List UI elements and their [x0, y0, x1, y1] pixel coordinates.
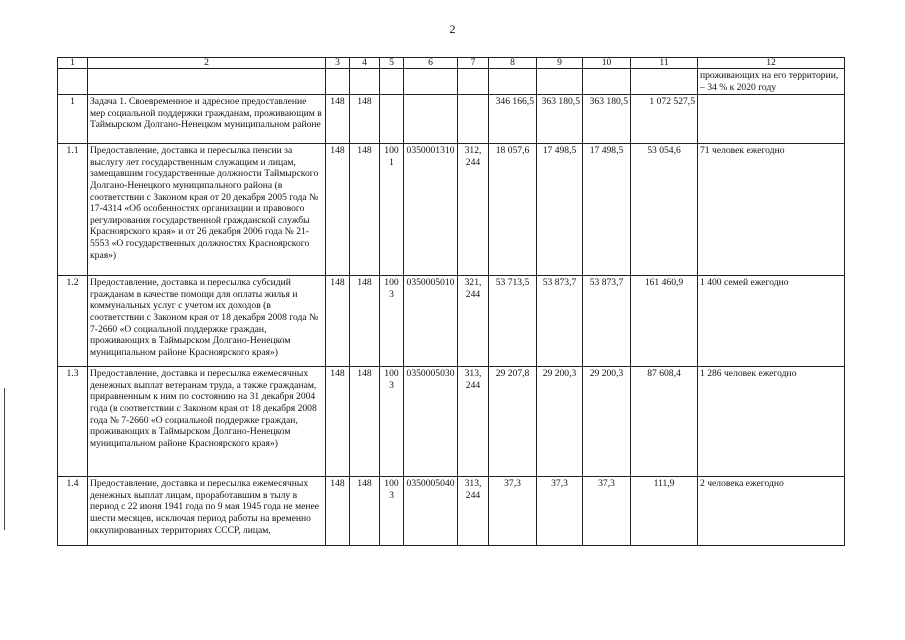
- cell-c12: [698, 95, 845, 144]
- cell-c9: 53 873,7: [537, 276, 583, 367]
- cell-c11: 87 608,4: [631, 367, 698, 477]
- cell-c4: 148: [350, 367, 380, 477]
- cell-c7: 313, 244: [458, 367, 489, 477]
- row-number: 1: [58, 95, 88, 144]
- column-number-row: [58, 58, 845, 69]
- table-row: [58, 144, 845, 276]
- cell-c6: 0350005030: [404, 367, 458, 477]
- cell-c5: [380, 95, 404, 144]
- col-header-2: 2: [88, 58, 326, 69]
- cell-c8: 346 166,5: [489, 95, 537, 144]
- cell-c8: 53 713,5: [489, 276, 537, 367]
- cell-c9: 363 180,5: [537, 95, 583, 144]
- col-header-12: 12: [698, 58, 845, 69]
- cell-c8: 29 207,8: [489, 367, 537, 477]
- cell-c4: 148: [350, 276, 380, 367]
- table-row: [58, 276, 845, 367]
- cell-c11: 111,9: [631, 477, 698, 546]
- cell-c4: 148: [350, 144, 380, 276]
- cell-c3: 148: [326, 144, 350, 276]
- cell-c8: 37,3: [489, 477, 537, 546]
- cell-c7: 312, 244: [458, 144, 489, 276]
- cell-c6: 0350005010: [404, 276, 458, 367]
- cell-c3: 148: [326, 276, 350, 367]
- col-header-6: 6: [404, 58, 458, 69]
- cell-c3: 148: [326, 477, 350, 546]
- cell-c10: 17 498,5: [583, 144, 631, 276]
- col-header-1: 1: [58, 58, 88, 69]
- col-header-10: 10: [583, 58, 631, 69]
- row-number: 1.3: [58, 367, 88, 477]
- cell-c7: 313, 244: [458, 477, 489, 546]
- cell-c12: 2 человека ежегодно: [698, 477, 845, 546]
- cell-c10: 37,3: [583, 477, 631, 546]
- cell-c11: 1 072 527,5: [631, 95, 698, 144]
- row-number: 1.2: [58, 276, 88, 367]
- cell-c9: 17 498,5: [537, 144, 583, 276]
- cell-c5: 1003: [380, 276, 404, 367]
- cell-c5: 1003: [380, 477, 404, 546]
- col-header-11: 11: [631, 58, 698, 69]
- row-description: Предоставление, доставка и пересылка ежемесячных денежных выплат лицам, проработавшим в тылу в период с 22 июня 1941 года по 9 мая 1945 года не менее шести месяцев, исключая период работы на временно оккупированных территориях СССР, лицам,: [88, 477, 326, 546]
- row-description: Задача 1. Своевременное и адресное предоставление мер социальной поддержки гражданам, проживающим в Таймырском Долгано-Ненецком муниципальном районе: [88, 95, 326, 144]
- cell-c9: 37,3: [537, 477, 583, 546]
- cell-c5: 1003: [380, 367, 404, 477]
- row-number: 1.4: [58, 477, 88, 546]
- col-header-4: 4: [350, 58, 380, 69]
- cell-c11: 161 460,9: [631, 276, 698, 367]
- cell-c6: 0350001310: [404, 144, 458, 276]
- cell-c4: 148: [350, 477, 380, 546]
- table-row: [58, 477, 845, 546]
- cell-c12: 71 человек ежегодно: [698, 144, 845, 276]
- cell-c6: 0350005040: [404, 477, 458, 546]
- cell-c10: 29 200,3: [583, 367, 631, 477]
- page-number: 2: [449, 22, 456, 36]
- cell-c10: 363 180,5: [583, 95, 631, 144]
- cell-c10: 53 873,7: [583, 276, 631, 367]
- program-table: [57, 57, 845, 546]
- row-description: Предоставление, доставка и пересылка субсидий гражданам в качестве помощи для оплаты жилья и коммунальных услуг с учетом их доходов (в соответствии с Законом края от 18 декабря 2008 года № 7-2660 «О социальной поддержке граждан, проживающих в Таймырском Долгано-Ненецком муниципальном районе Красноярского края»): [88, 276, 326, 367]
- cell-c7: 321, 244: [458, 276, 489, 367]
- row-number: 1.1: [58, 144, 88, 276]
- col-header-8: 8: [489, 58, 537, 69]
- row-description: Предоставление, доставка и пересылка ежемесячных денежных выплат ветеранам труда, а также гражданам, приравненным к ним по состоянию на 31 декабря 2004 года (в соответствии с Законом края от 18 декабря 2008 года № 7-2660 «О социальной поддержке граждан, проживающих в Таймырском Долгано-Ненецком муниципальном районе Красноярского края»): [88, 367, 326, 477]
- cell-c4: 148: [350, 95, 380, 144]
- continuation-row: [58, 69, 845, 95]
- col-header-7: 7: [458, 58, 489, 69]
- cell-c12: 1 400 семей ежегодно: [698, 276, 845, 367]
- cell-c3: 148: [326, 367, 350, 477]
- cell-c5: 1001: [380, 144, 404, 276]
- cell-c12: 1 286 человек ежегодно: [698, 367, 845, 477]
- row-description: Предоставление, доставка и пересылка пенсии за выслугу лет государственным служащим и лицам, замещавшим государственные должности Таймырского Долгано-Ненецкого муниципального района (в соответствии с Законом края от 20 декабря 2005 года № 17-4314 «Об особенностях организации и правового регулирования государственной гражданской службы Красноярского края» и от 26 декабря 2006 года № 21-5553 «О государственных должностях Красноярского края»): [88, 144, 326, 276]
- col-header-5: 5: [380, 58, 404, 69]
- cell-c11: 53 054,6: [631, 144, 698, 276]
- continuation-note: проживающих на его территории, – 34 % к 2020 году: [698, 69, 845, 95]
- table-row: [58, 367, 845, 477]
- col-header-9: 9: [537, 58, 583, 69]
- cell-c8: 18 057,6: [489, 144, 537, 276]
- cell-c6: [404, 95, 458, 144]
- col-header-3: 3: [326, 58, 350, 69]
- cell-c9: 29 200,3: [537, 367, 583, 477]
- table-row: [58, 95, 845, 144]
- scan-margin-line: [4, 388, 5, 530]
- cell-c3: 148: [326, 95, 350, 144]
- cell-c7: [458, 95, 489, 144]
